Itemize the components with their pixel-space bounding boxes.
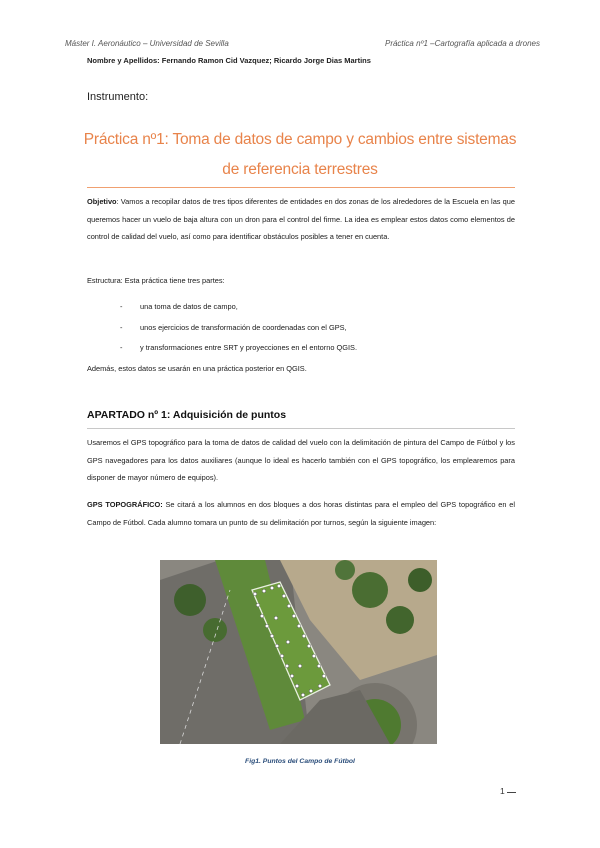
document-title [80,125,520,185]
page-number-underline [507,792,516,793]
section-paragraph: Usaremos el GPS topográfico para la toma de datos de calidad del vuelo con la delimitación de pintura del Campo de Fútbol y los GPS navegadores para los datos auxiliares (aunque lo ideal es hacerlo también con el GPS topográfico, los emplearemos para disponer de mayor número de equipos). [87,438,515,483]
objective-paragraph [87,193,515,246]
figure-caption: Fig1. Puntos del Campo de Fútbol [245,758,355,765]
bullet-marker: - [120,343,123,352]
page-number: 1 [500,786,505,796]
aerial-photo-image [160,560,437,744]
structure-list [120,297,357,359]
bullet-marker: - [120,322,123,332]
gps-label: GPS TOPOGRÁFICO: [87,500,163,509]
title-divider [87,187,515,188]
further-use-paragraph: Además, estos datos se usarán en una práctica posterior en QGIS. [87,364,307,373]
gps-text: Se citará a los alumnos en dos bloques a dos horas distintas para el empleo del GPS topográfico en el Campo de Fútbol. Cada alumno tomara un punto de su delimitación por turnos, según la siguiente imagen: [87,500,515,527]
instrument-label: Instrumento: [87,91,149,103]
structure-intro: Estructura: Esta práctica tiene tres partes: [87,276,225,285]
header-left: Máster I. Aeronáutico – Universidad de Sevilla [65,39,229,48]
objective-label: Objetivo [87,197,117,206]
list-item: - una toma de datos de campo, [120,297,357,318]
list-item: - y transformaciones entre SRT y proyecciones en el entorno QGIS. [120,338,357,359]
section-divider [87,428,515,429]
section-heading: APARTADO nº 1: Adquisición de puntos [87,409,287,421]
objective-text: : Vamos a recopilar datos de tres tipos diferentes de entidades en dos zonas de los alrededores de la Escuela en las que queremos hacer un vuelo de baja altura con un dron para el control del firme. La idea es emplear estos datos como elementos de control de calidad del vuelo, así como para identificar obstáculos posibles a tener en cuenta. [87,197,515,242]
authors-line: Nombre y Apellidos: Fernando Ramon Cid Vazquez; Ricardo Jorge Dias Martins [87,56,371,65]
aerial-photo-football-field [160,560,437,744]
gps-paragraph [87,496,515,531]
header-right: Práctica nº1 –Cartografía aplicada a drones [384,39,540,48]
title-line-2: de referencia terrestres [222,161,378,178]
list-item: - unos ejercicios de transformación de coordenadas con el GPS, [120,318,357,339]
bullet-marker: - [120,302,123,311]
title-line-1: Práctica nº1: Toma de datos de campo y cambios entre sistemas [83,131,517,148]
